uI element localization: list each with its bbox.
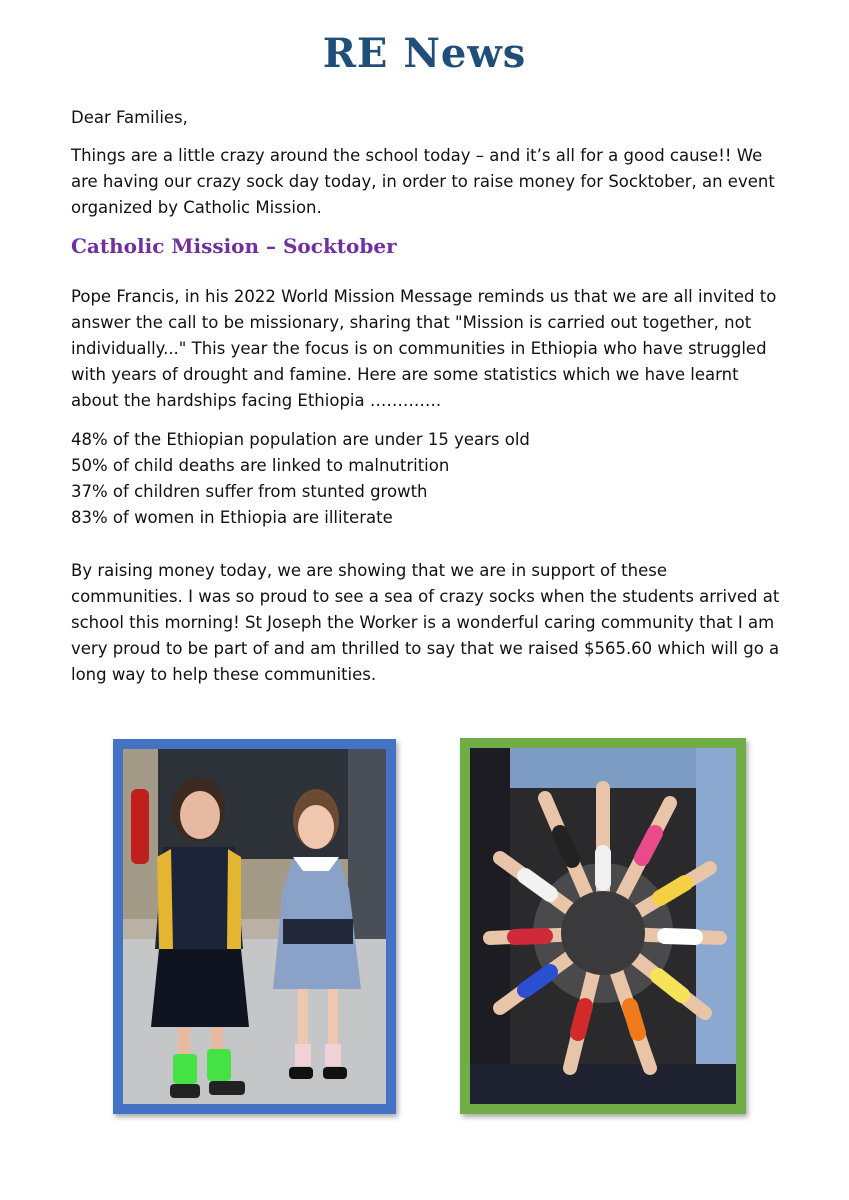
statistics-list xyxy=(71,427,781,531)
section-heading: Catholic Mission – Socktober xyxy=(71,234,397,258)
sock-circle-photo-image xyxy=(460,738,746,1114)
photo-sock-circle xyxy=(460,738,746,1114)
greeting: Dear Families, xyxy=(71,108,188,127)
photo-students-crazy-socks xyxy=(113,739,396,1114)
intro-paragraph: Things are a little crazy around the school today – and it’s all for a good cause!! We are having our crazy sock day today, in order to raise money for Socktober, an event organized by Catholic Mission. xyxy=(71,146,775,217)
mission-paragraph: Pope Francis, in his 2022 World Mission Message reminds us that we are all invited to answer the call to be missionary, sharing that "Mission is carried out together, not individually..." This year the focus is on communities in Ethiopia who have struggled with years of drought and famine. Here are some statistics which we have learnt about the hardships facing Ethiopia …………. xyxy=(71,287,777,410)
statistic-item: 83% of women in Ethiopia are illiterate xyxy=(71,508,393,527)
statistic-item: 50% of child deaths are linked to malnutrition xyxy=(71,456,450,475)
statistic-item: 48% of the Ethiopian population are under 15 years old xyxy=(71,430,530,449)
statistic-item: 37% of children suffer from stunted growth xyxy=(71,482,428,501)
students-photo-image xyxy=(113,739,396,1114)
page-title: RE News xyxy=(322,30,527,77)
closing-paragraph: By raising money today, we are showing that we are in support of these communities. I was so proud to see a sea of crazy socks when the students arrived at school this morning! St Joseph the Worker is a wonderful caring community that I am very proud to be part of and am thrilled to say that we raised $565.60 which will go a long way to help these communities. xyxy=(71,561,780,684)
